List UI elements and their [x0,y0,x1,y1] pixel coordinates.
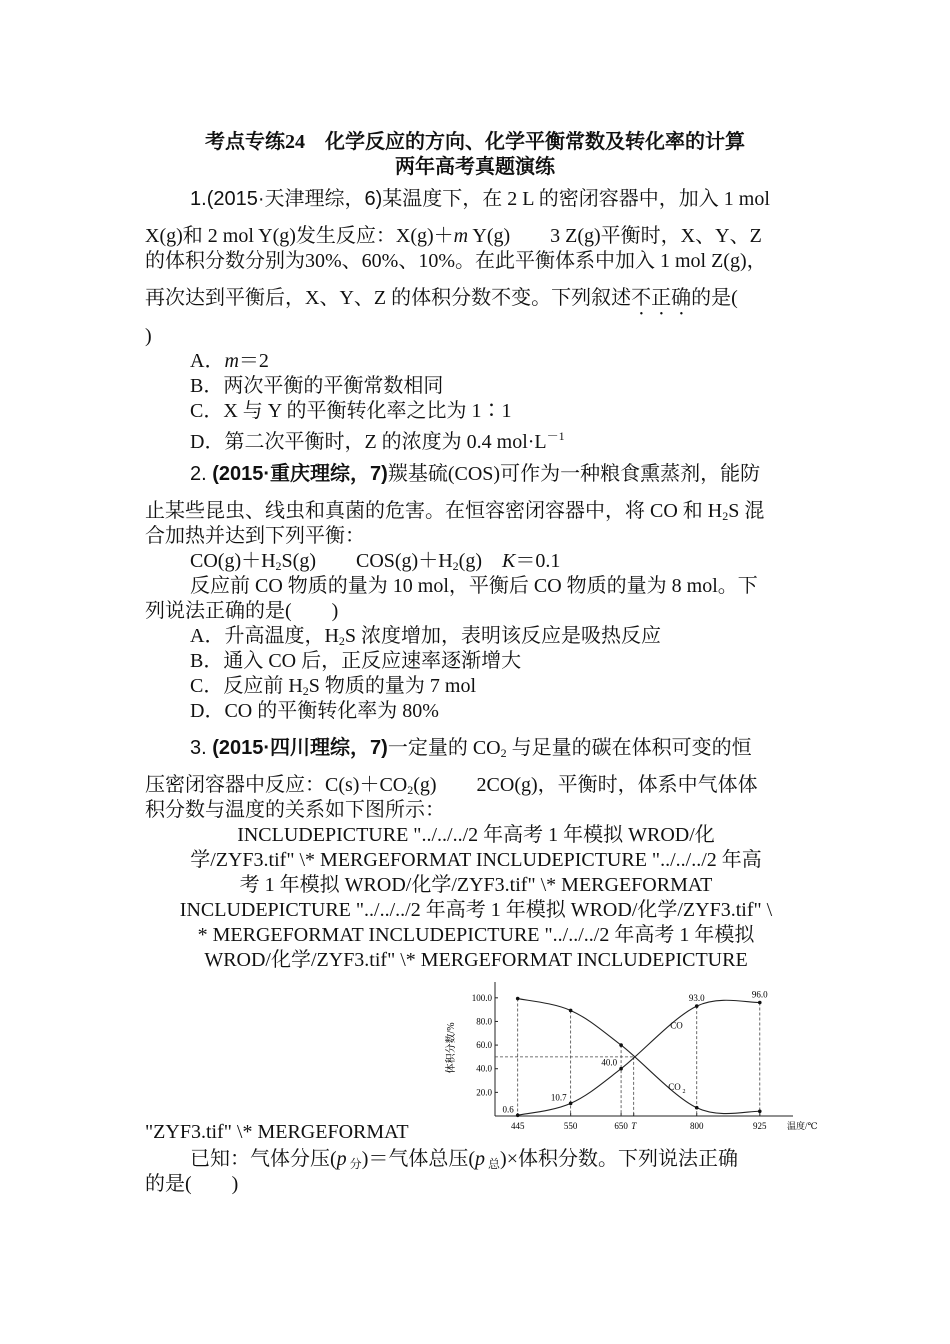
option-text: D．第二次平衡时，Z 的浓度为 0.4 mol·L [190,431,547,453]
data-point [569,1009,573,1013]
q3-text: 已知：气体分压( [190,1148,337,1170]
eq-text: S(g) COS(g)＋H [281,550,453,572]
data-point [516,997,520,1001]
q2-text: S 混 [728,500,765,522]
eq-text: (g) [458,550,502,572]
q1-line-5: ) [145,325,152,347]
q2-source: (2015·重庆理综，7) [206,463,388,485]
q3-text: )＝气体总压( [361,1148,476,1170]
page-subtitle: 两年高考真题演练 [395,156,555,178]
y-tick-label: 40.0 [476,1063,492,1074]
data-point [695,1106,699,1110]
option-text: ＝2 [238,350,269,372]
x-tick-label: 800 [689,1121,704,1131]
x-tick-label: 550 [563,1121,578,1131]
q2-option-d: D．CO 的平衡转化率为 80% [190,700,439,722]
data-point [758,1001,762,1005]
data-label: 96.0 [751,989,768,1000]
field-code-line: 考 1 年模拟 WROD/化学/ZYF3.tif" \* MERGEFORMAT [239,874,713,896]
x-tick-label: 445 [510,1121,525,1131]
subscript: 2 [722,509,729,523]
q1-option-d [190,424,852,455]
q2-line-5: 列说法正确的是( ) [145,600,339,622]
data-point [619,1043,623,1047]
q1-stem: 某温度下，在 2 L 的密闭容器中，加入 1 mol [382,188,770,210]
y-tick-label: 80.0 [476,1016,492,1027]
x-tick-label: 650 [614,1121,628,1131]
subscript: 2 [452,559,459,573]
q3-text: 与足量的碳在体积可变的恒 [506,737,752,759]
eq-text: ＝0.1 [515,550,561,572]
q1-var-m: m [224,350,239,372]
page-title: 考点专练24 化学反应的方向、化学平衡常数及转化率的计算 [205,131,745,153]
field-code-line: 学/ZYF3.tif" \* MERGEFORMAT INCLUDEPICTURE "../../../2 年高 [190,849,762,871]
subscript: 分 [346,1157,362,1171]
volume-fraction-chart [440,978,818,1138]
field-code-line: INCLUDEPICTURE "../../../2 年高考 1 年模拟 WROD/化学/ZYF3.tif" \ [179,899,773,921]
q2-option-b: B．通入 CO 后，正反应速率逐渐增大 [190,650,522,672]
q1-emphasis: 不正确 [631,287,692,309]
data-label: 0.6 [502,1104,514,1115]
q2-line-1 [190,462,852,487]
q1-line-3: 的体积分数分别为30%、60%、10%。在此平衡体系中加入 1 mol Z(g)， [145,250,767,272]
option-text: C．反应前 H [190,675,303,697]
var-p: p [336,1148,347,1170]
option-label: A． [190,350,225,372]
x-tick-label: T [631,1121,637,1131]
q3-line-3: 积分数与温度的关系如下图所示： [145,799,445,821]
data-label: 10.7 [550,1092,567,1103]
subscript: 2 [275,559,282,573]
q1-var-m: m [453,225,469,247]
option-text: S 浓度增加，表明该反应是吸热反应 [344,625,662,647]
data-label: 93.0 [688,993,705,1004]
curve-label-co2-sub: 2 [682,1089,686,1095]
y-tick-label: 20.0 [476,1087,492,1098]
q1-number: 1. [190,188,207,210]
q1-source: (2015·天津理综，6) [206,188,383,210]
y-tick-label: 100.0 [471,992,492,1003]
q1-text: 再次达到平衡后，X、Y、Z 的体积分数不变。下列叙述 [145,287,632,309]
option-text: A．升高温度，H [190,625,339,647]
q3-number: 3. [190,737,207,759]
field-code-line: * MERGEFORMAT INCLUDEPICTURE "../../../2 年高考 1 年模拟 [197,924,755,946]
field-code-line: WROD/化学/ZYF3.tif" \* MERGEFORMAT INCLUDEPICTURE [204,949,748,971]
field-code-line: INCLUDEPICTURE "../../../2 年高考 1 年模拟 WROD/化 [237,824,715,846]
q3-text: )×体积分数。下列说法正确 [500,1148,738,1170]
var-p: p [475,1148,486,1170]
q3-text: 压密闭容器中反应：C(s)＋CO [145,774,408,796]
q3-line-1 [190,736,852,766]
q1-line-1 [190,187,852,212]
q1-line-4 [145,286,807,320]
curve-label-co2: CO [668,1082,681,1092]
y-tick-label: 60.0 [476,1040,492,1051]
y-axis-label: 体积分数/% [446,1022,457,1074]
q3-stem-end: 的是( ) [145,1173,239,1195]
q3-field-last: "ZYF3.tif" \* MERGEFORMAT [145,1121,409,1143]
data-point [758,1109,762,1113]
q2-line-4: 反应前 CO 物质的量为 10 mol，平衡后 CO 物质的量为 8 mol。下 [190,575,758,597]
eq-text: CO(g)＋H [190,550,276,572]
subscript: 2 [500,746,507,760]
q2-text: 止某些昆虫、线虫和真菌的危害。在恒容密闭容器中，将 CO 和 H [145,500,723,522]
q2-stem: 羰基硫(COS)可作为一种粮食熏蒸剂，能防 [387,463,761,485]
data-label: 40.0 [601,1057,618,1068]
q1-option-b: B．两次平衡的平衡常数相同 [190,375,444,397]
subscript: 总 [485,1157,501,1171]
superscript: －1 [546,429,565,443]
q1-text: X(g)和 2 mol Y(g)发生反应：X(g)＋ [145,225,454,247]
subscript: 2 [338,634,345,648]
data-point [695,1004,699,1008]
q1-option-c: C．X 与 Y 的平衡转化率之比为 1∶1 [190,400,512,422]
data-point [619,1067,623,1071]
q1-option-a [190,349,852,374]
q2-line-3: 合加热并达到下列平衡： [145,525,365,547]
data-point [569,1102,573,1106]
subscript: 2 [302,684,309,698]
subscript: 2 [407,783,414,797]
eq-var-k: K [502,550,516,572]
q2-number: 2. [190,463,207,485]
data-point [516,1113,520,1117]
q3-text: 一定量的 CO [387,737,501,759]
option-text: S 物质的量为 7 mol [308,675,477,697]
curve-label-co: CO [670,1020,683,1031]
q3-text: (g) 2CO(g)，平衡时，体系中气体体 [413,774,758,796]
x-tick-label: 925 [753,1121,767,1131]
q1-text: Y(g) 3 Z(g)平衡时，X、Y、Z [468,225,762,247]
q1-line-2 [145,224,807,249]
q3-source: (2015·四川理综，7) [206,737,388,759]
x-axis-label: 温度/℃ [787,1121,818,1131]
q1-text: 的是( [691,287,738,309]
